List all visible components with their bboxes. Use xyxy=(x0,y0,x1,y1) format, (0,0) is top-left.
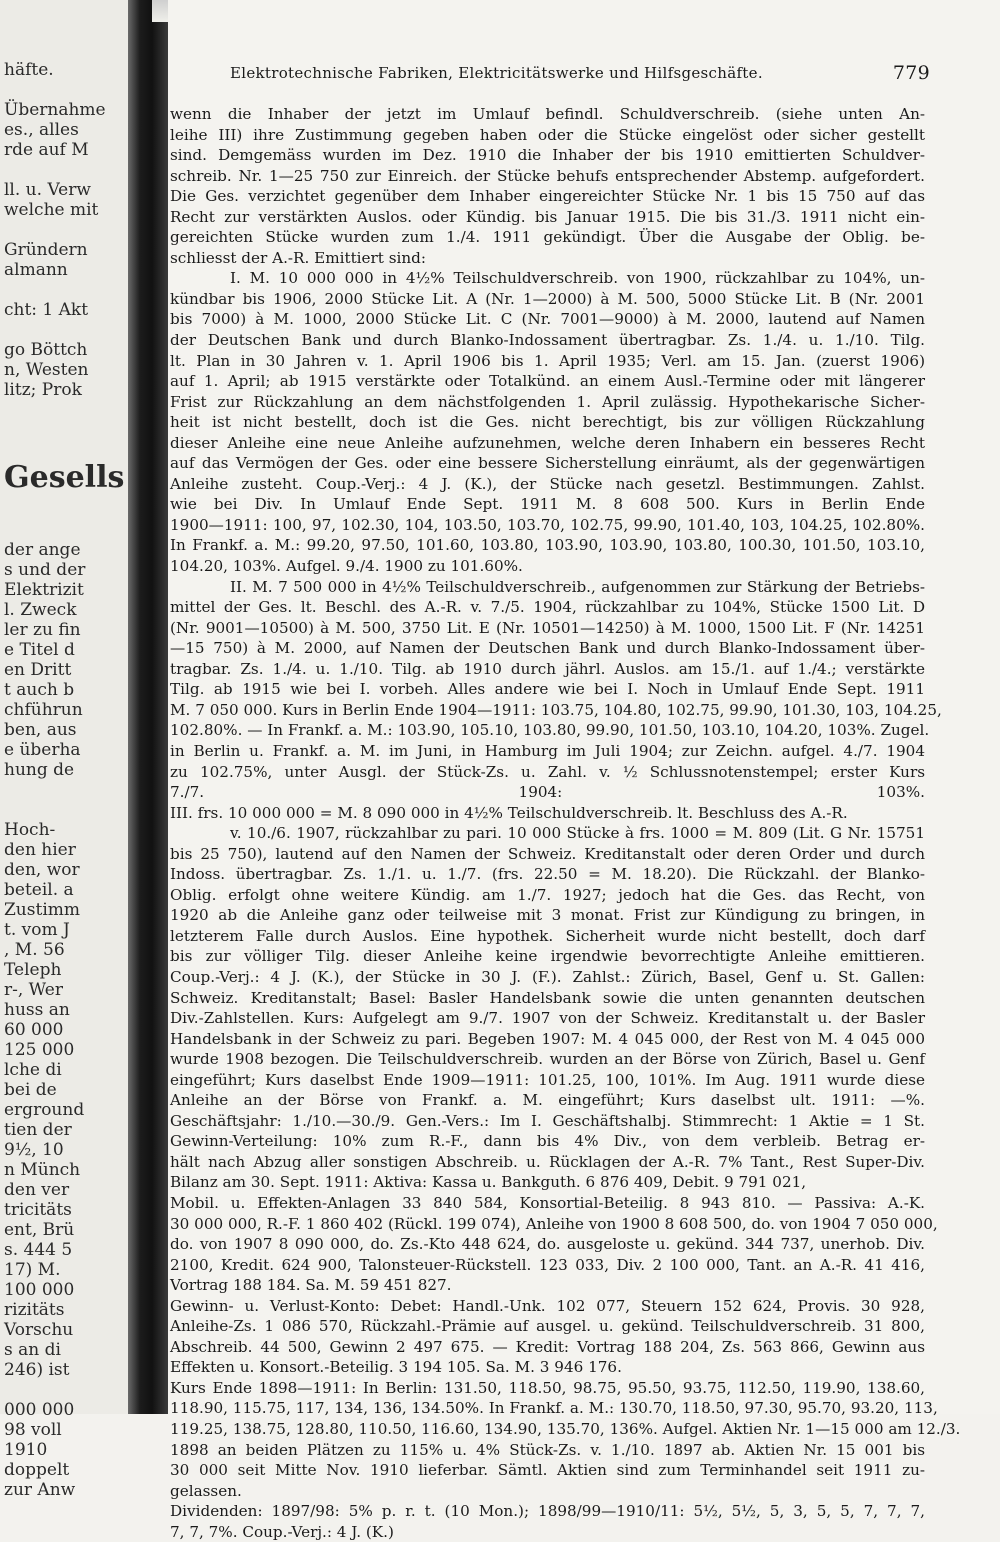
left-page-line: l. Zweck xyxy=(4,600,77,620)
body-line: Frist zur Rückzahlung an dem nächstfolgenden 1. April zulässig. Hypothekarische Sicher- xyxy=(170,392,925,411)
body-line: 1898 an beiden Plätzen zu 115% u. 4% Stück-Zs. v. 1./10. 1897 ab. Aktien Nr. 15 001 bis xyxy=(170,1440,925,1459)
left-page-line: e überha xyxy=(4,740,81,760)
body-line: wurde 1908 bezogen. Die Teilschuldverschreib. wurden an der Börse von Zürich, Basel u. Genf xyxy=(170,1050,925,1069)
left-page-line: 60 000 xyxy=(4,1020,64,1040)
left-page-line: 000 000 xyxy=(4,1400,75,1420)
body-line: M. 7 050 000. Kurs in Berlin Ende 1904—1911: 103.75, 104.80, 102.75, 99.90, 101.30, 103, 104.25, xyxy=(170,700,942,719)
left-page-line: s an di xyxy=(4,1340,61,1360)
body-line: Mobil. u. Effekten-Anlagen 33 840 584, Konsortial-Beteilig. 8 943 810. — Passiva: A.-K. xyxy=(170,1193,925,1212)
left-page-line: bei de xyxy=(4,1080,57,1100)
left-page-line: tien der xyxy=(4,1120,72,1140)
left-page-line: hung de xyxy=(4,760,75,780)
body-line: Vortrag 188 184. Sa. M. 59 451 827. xyxy=(170,1276,452,1295)
body-line: I. M. 10 000 000 in 4½% Teilschuldverschreib. von 1900, rückzahlbar zu 104%, un- xyxy=(230,269,925,288)
left-page-line: 9½, 10 xyxy=(4,1140,64,1160)
body-line: In Frankf. a. M.: 99.20, 97.50, 101.60, 103.80, 103.90, 103.90, 103.80, 100.30, 101.50, 103.10, xyxy=(170,536,925,555)
left-page-line: 98 voll xyxy=(4,1420,62,1440)
body-line: hält nach Abzug aller sonstigen Abschreib. u. Rücklagen der A.-R. 7% Tant., Rest Super-Div. xyxy=(170,1152,925,1171)
body-line: Kurs Ende 1898—1911: In Berlin: 131.50, 118.50, 98.75, 95.50, 93.75, 112.50, 119.90, 138.60, xyxy=(170,1378,925,1397)
body-line: Gewinn- u. Verlust-Konto: Debet: Handl.-Unk. 102 077, Steuern 152 624, Provis. 30 928, xyxy=(170,1296,925,1315)
body-line: bis 7000) à M. 1000, 2000 Stücke Lit. C (Nr. 7001—9000) à M. 2000, lautend auf Namen xyxy=(170,310,925,329)
left-page-line: doppelt xyxy=(4,1460,70,1480)
left-page-line: t auch b xyxy=(4,680,75,700)
body-line: gelassen. xyxy=(170,1481,242,1500)
body-line: 7, 7, 7%. Coup.-Verj.: 4 J. (K.) xyxy=(170,1522,394,1541)
body-line: Abschreib. 44 500, Gewinn 2 497 675. — Kredit: Vortrag 188 204, Zs. 563 866, Gewinn aus xyxy=(170,1337,925,1356)
body-line: Die Ges. verzichtet gegenüber dem Inhaber eingereichter Stücke Nr. 1 bis 15 750 auf das xyxy=(170,187,925,206)
body-line: Indoss. übertragbar. Zs. 1./1. u. 1./7. (frs. 22.50 = M. 18.20). Die Rückzahl. der Blanko- xyxy=(170,865,925,884)
left-page-line: cht: 1 Akt xyxy=(4,300,89,320)
body-line: wenn die Inhaber der jetzt im Umlauf befindl. Schuldverschreib. (siehe unten An- xyxy=(170,105,925,123)
body-line: Gewinn-Verteilung: 10% zum R.-F., dann bis 4% Div., von dem verbleib. Betrag er- xyxy=(170,1132,925,1151)
left-page-line: Gründern xyxy=(4,240,88,260)
left-page-line: chführun xyxy=(4,700,83,720)
left-page-line: ben, aus xyxy=(4,720,77,740)
left-page-line: 100 000 xyxy=(4,1280,75,1300)
body-line: mittel der Ges. lt. Beschl. des A.-R. v. 7./5. 1904, rückzahlbar zu 104%, Stücke 1500 Lit. D xyxy=(170,598,925,617)
body-line: Recht zur verstärkten Auslos. oder Kündig. bis Januar 1915. Die bis 31./3. 1911 nicht ein- xyxy=(170,207,925,226)
left-page-line: lche di xyxy=(4,1060,62,1080)
left-page-line: ent, Brü xyxy=(4,1220,75,1240)
body-line: Geschäftsjahr: 1./10.—30./9. Gen.-Vers.: Im I. Geschäftshalbj. Stimmrecht: 1 Aktie = 1 St. xyxy=(170,1111,925,1130)
left-page-line: rde auf M xyxy=(4,140,89,160)
left-page-line: r-, Wer xyxy=(4,980,63,1000)
left-page-line: e Titel d xyxy=(4,640,75,660)
page-number: 779 xyxy=(892,62,930,84)
body-line: sind. Demgemäss wurden im Dez. 1910 die Inhaber der bis 1910 emittierten Schuldver- xyxy=(170,146,925,165)
body-line: Tilg. ab 1915 wie bei I. vorbeh. Alles andere wie bei I. Noch in Umlauf Ende Sept. 1911 xyxy=(170,680,925,699)
left-page-line: es., alles xyxy=(4,120,79,140)
body-line: auf 1. April; ab 1915 verstärkte oder Totalkünd. an einem Ausl.-Termine oder mit längerer xyxy=(170,372,925,391)
page-header-title: Elektrotechnische Fabriken, Elektricitätswerke und Hilfsgeschäfte. xyxy=(230,64,763,82)
body-line: zu 102.75%, unter Ausgl. der Stück-Zs. u. Zahl. v. ½ Schlussnotenstempel; erster Kurs xyxy=(170,762,925,781)
left-page-line: beteil. a xyxy=(4,880,74,900)
left-page-line: 17) M. xyxy=(4,1260,61,1280)
body-line: 102.80%. — In Frankf. a. M.: 103.90, 105.10, 103.80, 99.90, 101.50, 103.10, 104.20, 103%. Zugel. xyxy=(170,721,930,740)
body-line: wie bei Div. In Umlauf Ende Sept. 1911 M. 8 608 500. Kurs in Berlin Ende xyxy=(170,495,925,514)
left-page-line: s. 444 5 xyxy=(4,1240,73,1260)
body-text xyxy=(170,104,961,1542)
left-page-line: s und der xyxy=(4,560,86,580)
left-page-line: Gesells xyxy=(4,460,125,495)
body-line: tragbar. Zs. 1./4. u. 1./10. Tilg. ab 1910 durch jährl. Auslos. am 15./1. auf 1./4.; verstärkte xyxy=(170,659,925,678)
left-page-line: , M. 56 xyxy=(4,940,65,960)
left-page-line: n, Westen xyxy=(4,360,89,380)
body-line: 118.90, 115.75, 117, 134, 136, 134.50%. In Frankf. a. M.: 130.70, 118.50, 97.30, 95.70, 93.20, 113, xyxy=(170,1399,938,1418)
body-line: Anleihe zusteht. Coup.-Verj.: 4 J. (K.), der Stücke nach gesetzl. Bestimmungen. Zahlst. xyxy=(170,474,925,493)
body-line: 30 000 seit Mitte Nov. 1910 lieferbar. Sämtl. Aktien sind zum Terminhandel seit 1911 zu- xyxy=(170,1461,925,1480)
left-page-line: tricitäts xyxy=(4,1200,72,1220)
body-line: gereichten Stücke wurden zum 1./4. 1911 gekündigt. Über die Ausgabe der Oblig. be- xyxy=(170,228,925,247)
body-line: in Berlin u. Frankf. a. M. im Juni, in Hamburg im Juli 1904; zur Zeichn. aufgel. 4./7. 1904 xyxy=(170,741,925,760)
body-line: letzterem Falle durch Auslos. Eine hypothek. Sicherheit wurde nicht bestellt, doch darf xyxy=(170,926,925,945)
body-line: 104.20, 103%. Aufgel. 9./4. 1900 zu 101.60%. xyxy=(170,557,523,576)
body-line: Schweiz. Kreditanstalt; Basel: Basler Handelsbank sowie die unten genannten deutschen xyxy=(170,988,925,1007)
left-page-line: ll. u. Verw xyxy=(4,180,91,200)
left-page-line: 125 000 xyxy=(4,1040,75,1060)
body-line: kündbar bis 1906, 2000 Stücke Lit. A (Nr. 1—2000) à M. 500, 5000 Stücke Lit. B (Nr. 2001 xyxy=(170,289,925,308)
left-page-line: go Böttch xyxy=(4,340,88,360)
body-line: Div.-Zahlstellen. Kurs: Aufgelegt am 9./7. 1907 von der Schweiz. Kreditanstalt u. der Basler xyxy=(170,1009,925,1028)
left-page-line: Übernahme xyxy=(4,100,106,120)
body-line: schreib. Nr. 1—25 750 zur Einreich. der Stücke behufs entsprechender Abstemp. aufgefordert. xyxy=(170,166,925,185)
body-line: 1920 ab die Anleihe ganz oder teilweise mit 3 monat. Frist zur Kündigung zu bringen, in xyxy=(170,906,925,925)
left-page-line: 1910 xyxy=(4,1440,48,1460)
left-page-line: häfte. xyxy=(4,60,54,80)
left-page-line: en Dritt xyxy=(4,660,72,680)
body-line: Handelsbank in der Schweiz zu pari. Begeben 1907: M. 4 045 000, der Rest von M. 4 045 000 xyxy=(170,1029,925,1048)
left-page-line: den hier xyxy=(4,840,76,860)
left-page-line: ler zu fin xyxy=(4,620,81,640)
left-page-line: t. vom J xyxy=(4,920,70,940)
left-page-line: huss an xyxy=(4,1000,70,1020)
left-page-line: rizitäts xyxy=(4,1300,65,1320)
left-page-line: den, wor xyxy=(4,860,80,880)
body-line: Bilanz am 30. Sept. 1911: Aktiva: Kassa u. Bankguth. 6 876 409, Debit. 9 791 021, xyxy=(170,1173,807,1192)
body-line: III. frs. 10 000 000 = M. 8 090 000 in 4½% Teilschuldverschreib. lt. Beschluss des A.-R. xyxy=(170,803,848,822)
body-line: leihe III) ihre Zustimmung gegeben haben oder die Stücke eingelöst oder sicher gestellt xyxy=(170,125,925,144)
left-page-line: der ange xyxy=(4,540,81,560)
left-page-line: 246) ist xyxy=(4,1360,70,1380)
body-line: do. von 1907 8 090 000, do. Zs.-Kto 448 624, do. ausgeloste u. gekünd. 344 737, unerhob. Div. xyxy=(170,1235,925,1254)
body-line: II. M. 7 500 000 in 4½% Teilschuldverschreib., aufgenommen zur Stärkung der Betriebs- xyxy=(230,577,925,596)
left-page-line: almann xyxy=(4,260,68,280)
body-line: schliesst der A.-R. Emittiert sind: xyxy=(170,248,426,267)
body-line: 7./7. 1904: 103%. xyxy=(170,783,925,802)
body-line: lt. Plan in 30 Jahren v. 1. April 1906 bis 1. April 1935; Verl. am 15. Jan. (zuerst 1906) xyxy=(170,351,925,370)
body-line: 30 000 000, R.-F. 1 860 402 (Rückl. 199 074), Anleihe von 1900 8 608 500, do. von 1904 7 050 000, xyxy=(170,1214,938,1233)
body-line: heit ist nicht bestellt, doch ist die Ges. nicht berechtigt, bis zur völligen Rückzahlung xyxy=(170,413,925,432)
left-page-line: den ver xyxy=(4,1180,70,1200)
body-line: 2100, Kredit. 624 900, Talonsteuer-Rückstell. 123 033, Div. 2 100 000, Tant. an A.-R. 41 416, xyxy=(170,1255,925,1274)
body-line: eingeführt; Kurs daselbst Ende 1909—1911: 101.25, 100, 101%. Im Aug. 1911 wurde diese xyxy=(170,1070,925,1089)
body-line: Anleihe an der Börse von Frankf. a. M. eingeführt; Kurs daselbst ult. 1911: —%. xyxy=(170,1091,925,1110)
body-line: Coup.-Verj.: 4 J. (K.), der Stücke in 30 J. (F.). Zahlst.: Zürich, Basel, Genf u. St. Gallen: xyxy=(170,967,925,986)
left-page-line: Teleph xyxy=(4,960,62,980)
body-line: der Deutschen Bank und durch Blanko-Indossament übertragbar. Zs. 1./4. u. 1./10. Tilg. xyxy=(170,331,925,350)
body-line: Oblig. erfolgt ohne weitere Kündig. am 1./7. 1927; jedoch hat die Ges. das Recht, von xyxy=(170,885,925,904)
left-page-line: Hoch- xyxy=(4,820,56,840)
body-line: 1900—1911: 100, 97, 102.30, 104, 103.50, 103.70, 102.75, 99.90, 101.40, 103, 104.25, 102.80%. xyxy=(170,515,925,534)
body-line: dieser Anleihe eine neue Anleihe aufzunehmen, welche deren Inhabern ein besseres Recht xyxy=(170,433,925,452)
left-page-line: zur Anw xyxy=(4,1480,76,1500)
body-line: auf das Vermögen der Ges. oder eine bessere Sicherstellung einräumt, als der gegenwärtigen xyxy=(170,454,925,473)
left-page-line: n Münch xyxy=(4,1160,81,1180)
left-page-line: Elektrizit xyxy=(4,580,84,600)
left-page-line: welche mit xyxy=(4,200,99,220)
body-line: v. 10./6. 1907, rückzahlbar zu pari. 10 000 Stücke à frs. 1000 = M. 809 (Lit. G Nr. 15751 xyxy=(230,824,925,843)
body-line: 119.25, 138.75, 128.80, 110.50, 116.60, 134.90, 135.70, 136%. Aufgel. Aktien Nr. 1—15 000 am 12./3. xyxy=(170,1420,961,1438)
book-gutter xyxy=(128,0,168,1414)
body-line: bis zur völliger Tilg. dieser Anleihe keine irgendwie bevorrechtigte Anleihe emittieren. xyxy=(170,947,925,966)
body-line: Effekten u. Konsort.-Beteilig. 3 194 105. Sa. M. 3 946 176. xyxy=(170,1358,622,1377)
body-line: Anleihe-Zs. 1 086 570, Rückzahl.-Prämie auf ausgel. u. gekünd. Teilschuldverschreib. 31 800, xyxy=(170,1317,925,1336)
body-line: (Nr. 9001—10500) à M. 500, 3750 Lit. E (Nr. 10501—14250) à M. 1000, 1500 Lit. F (Nr. 14251 xyxy=(170,618,925,637)
left-page-line: litz; Prok xyxy=(4,380,82,400)
body-line: bis 25 750), lautend auf den Namen der Schweiz. Kreditanstalt oder deren Order und durch xyxy=(170,844,925,863)
left-page-line: erground xyxy=(4,1100,85,1120)
left-page-line: Vorschu xyxy=(4,1320,74,1340)
body-line: Dividenden: 1897/98: 5% p. r. t. (10 Mon.); 1898/99—1910/11: 5½, 5½, 5, 3, 5, 5, 7, 7, 7, xyxy=(170,1502,925,1521)
left-page-line: Zustimm xyxy=(4,900,80,920)
body-line: —15 750) à M. 2000, auf Namen der Deutschen Bank und durch Blanko-Indossament über- xyxy=(170,639,925,658)
